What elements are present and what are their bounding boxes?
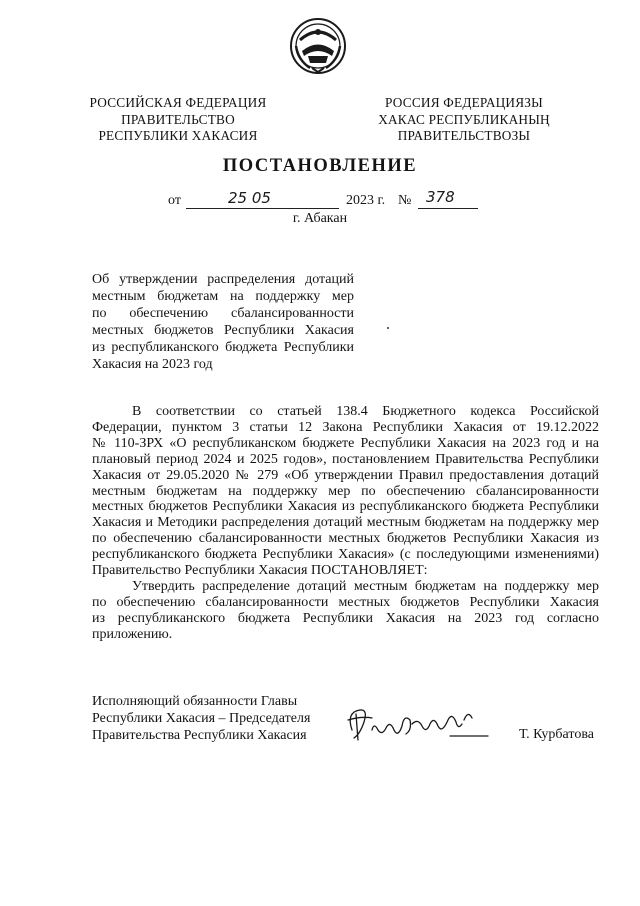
body-line: Федерации, пунктом 3 статьи 12 Закона Республики Хакасия от 19.12.2022 [92,419,599,435]
body-line: № 110-ЗРХ «О республиканском бюджете Республики Хакасия на 2023 год и на [92,435,599,451]
subject-line: из республиканского бюджета Республики [92,340,354,356]
signer-name: Т. Курбатова [519,727,594,742]
city-label: г. Абакан [292,211,348,226]
handwritten-date: 25 05 [228,189,271,207]
number-sign: № [398,193,412,208]
body-line: республиканского бюджета Республики Хакасия» (с последующими изменениями) [92,547,599,563]
header-right-line: ХАКАС РЕСПУБЛИКАНЫҢ [378,111,550,127]
subject-line: Об утверждении распределения дотаций [92,272,354,287]
body-line: Утвердить распределение дотаций местным бюджетам на поддержку мер [132,578,599,594]
body-line: В соответствии со статьей 138.4 Бюджетного кодекса Российской [132,404,599,419]
body-line: плановый период 2024 и 2025 годов», постановлением Правительства Республики [92,451,599,467]
date-number-line [168,188,488,213]
body-line: по обеспечению сбалансированности местных бюджетов Республики Хакасия из [92,531,599,547]
signatory-position [92,693,310,744]
signatory-position-line: Исполняющий обязанности Главы [92,694,298,709]
header-left-line: РЕСПУБЛИКИ ХАКАСИЯ [98,128,258,143]
body-line: приложению. [92,626,173,642]
document-title: ПОСТАНОВЛЕНИЕ [222,156,418,176]
signatory-position-line: Правительства Республики Хакасия [92,728,307,743]
body-line: местным бюджетам на поддержку мер по обеспечению сбалансированности [92,483,599,499]
body-line: по обеспечению сбалансированности местных бюджетов Республики Хакасия [92,594,599,610]
header-right-line: РОССИЯ ФЕДЕРАЦИЯЗЫ [385,95,543,110]
subject-line: местных бюджетов Республики Хакасия [92,323,354,339]
header-left-line: ПРАВИТЕЛЬСТВО [121,111,235,127]
signatory-position-line: Республики Хакасия – Председателя [92,711,311,726]
stray-mark [387,327,389,329]
coat-of-arms-icon [288,16,348,76]
year-label: 2023 г. [346,193,386,208]
header-left-russian [88,95,268,145]
header-right-line: ПРАВИТЕЛЬСТВОЗЫ [397,128,531,143]
document-subject [92,271,354,374]
document-body [92,404,599,643]
header-right-khakas [372,95,556,145]
subject-line: местным бюджетам на поддержку мер [92,289,354,305]
date-underline [186,208,339,209]
handwritten-number: 378 [426,188,455,206]
body-line: Правительство Республики Хакасия ПОСТАНОВЛЯЕТ: [92,563,428,579]
number-underline [418,208,478,209]
handwritten-signature [338,700,498,748]
body-line: Хакасия от 29.05.2020 № 279 «Об утверждении Правил предоставления дотаций [92,467,599,483]
body-line: Хакасия и Методики распределения дотаций местным бюджетам на поддержку мер [92,515,599,531]
date-prefix: от [168,193,181,208]
subject-line: по обеспечению сбалансированности [92,306,354,322]
header-left-line: РОССИЙСКАЯ ФЕДЕРАЦИЯ [89,95,267,110]
subject-line: Хакасия на 2023 год [92,357,213,373]
body-line: из республиканского бюджета Республики Хакасия на 2023 год согласно [92,610,599,626]
body-line: местных бюджетов Республики Хакасия из республиканского бюджета Республики [92,499,599,515]
